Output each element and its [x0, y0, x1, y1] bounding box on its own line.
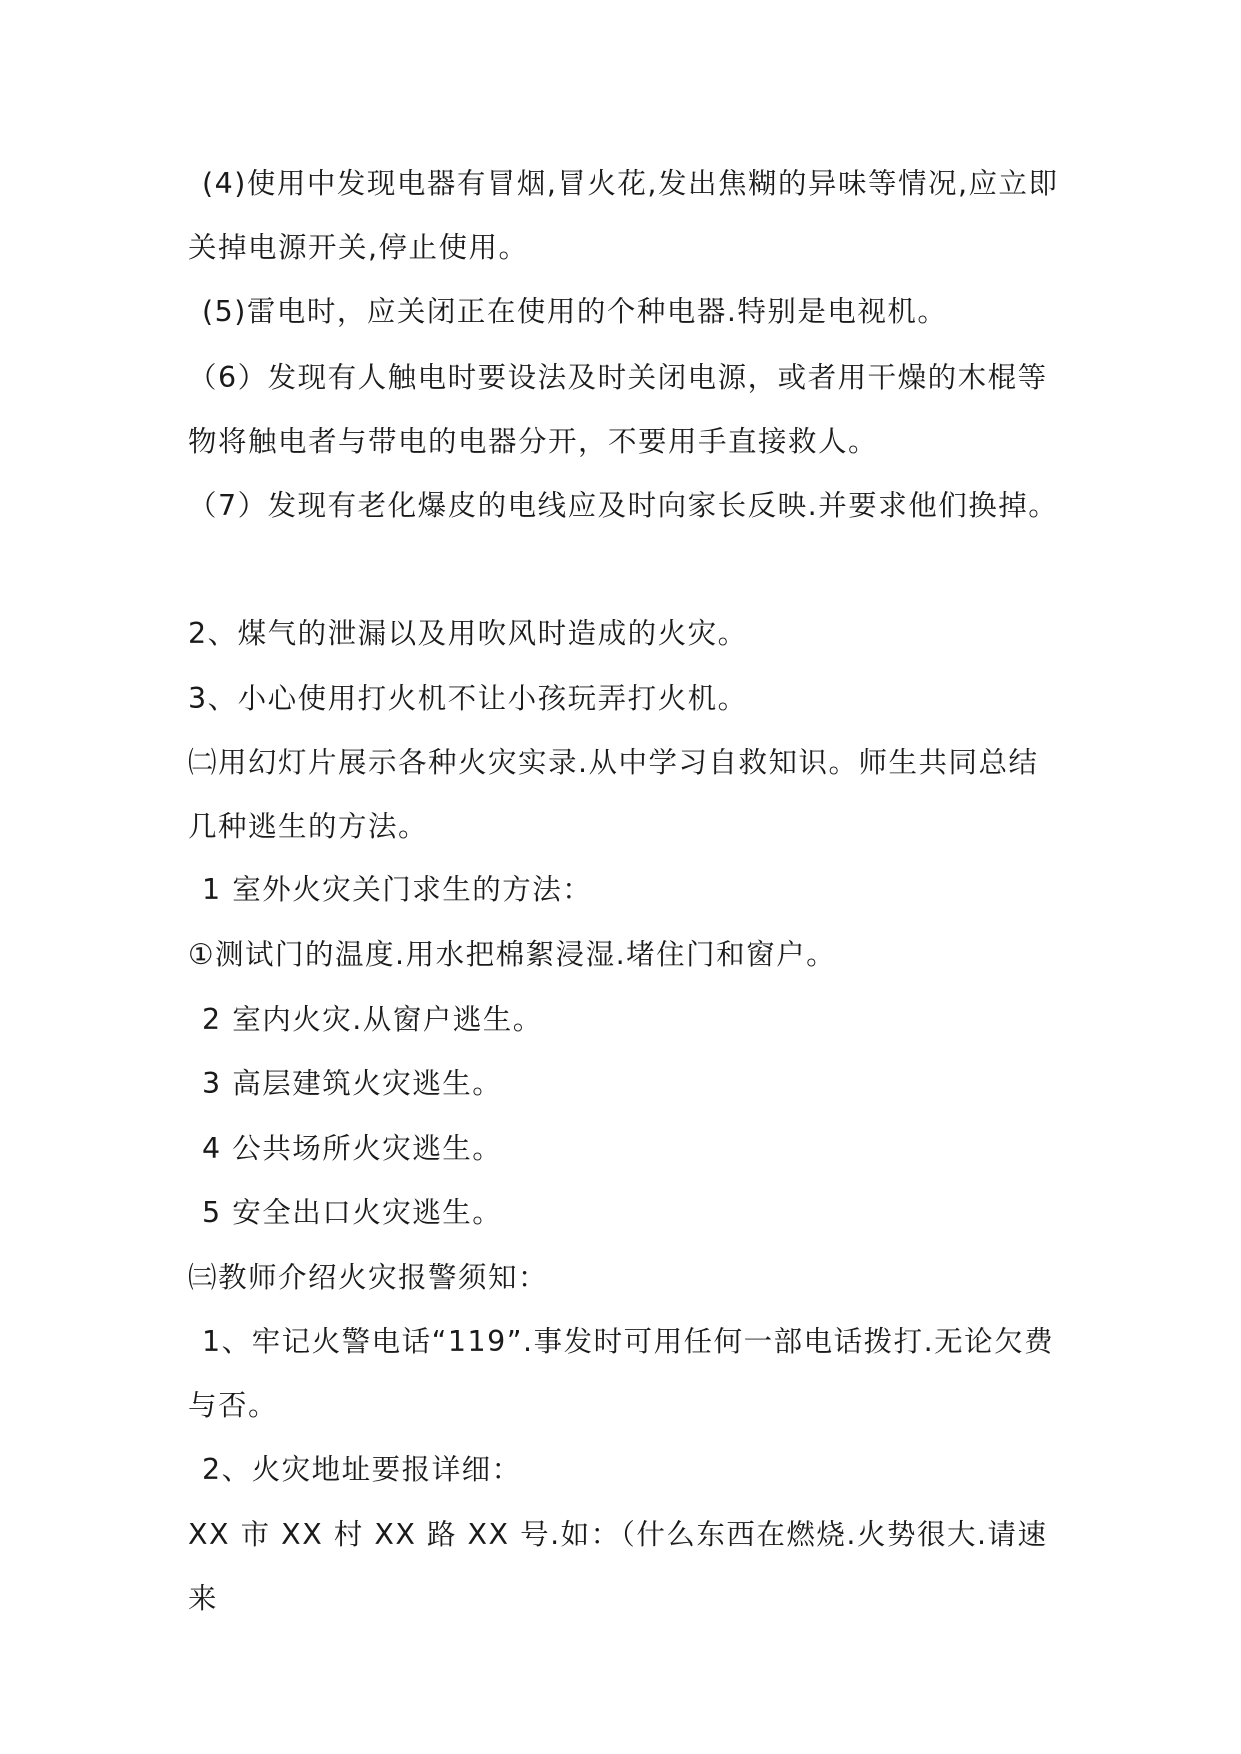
paragraph-lighter: 3、小心使用打火机不让小孩玩弄打火机。	[188, 682, 748, 715]
paragraph-item-4: (4)使用中发现电器有冒烟,冒火花,发出焦糊的异味等情况,应立即关掉电源开关,停止使用。	[188, 167, 1059, 264]
paragraph-report-2: 2、火灾地址要报详细：	[202, 1453, 522, 1486]
paragraph-report-1: 1、牢记火警电话“119”.事发时可用任何一部电话拨打.无论欠费与否。	[188, 1325, 1055, 1422]
paragraph-section-two: ㈡用幻灯片展示各种火灾实录.从中学习自救知识。师生共同总结几种逃生的方法。	[188, 746, 1039, 843]
paragraph-escape-3: 3 高层建筑火灾逃生。	[202, 1067, 503, 1100]
paragraph-escape-1-detail: ①测试门的温度.用水把棉絮浸湿.堵住门和窗户。	[188, 938, 837, 971]
paragraph-item-5: (5)雷电时，应关闭正在使用的个种电器.特别是电视机。	[202, 295, 948, 328]
paragraph-escape-1: 1 室外火灾关门求生的方法：	[202, 873, 593, 906]
paragraph-item-6: （6）发现有人触电时要设法及时关闭电源，或者用干燥的木棍等物将触电者与带电的电器分开，不要用手直接救人。	[188, 361, 1048, 458]
paragraph-section-three: ㈢教师介绍火灾报警须知：	[188, 1261, 549, 1294]
paragraph-address: XX 市 XX 村 XX 路 XX 号.如：（什么东西在燃烧.火势很大.请速来	[188, 1518, 1048, 1615]
paragraph-gas-leak: 2、煤气的泄漏以及用吹风时造成的火灾。	[188, 617, 748, 650]
paragraph-escape-2: 2 室内火灾.从窗户逃生。	[202, 1003, 543, 1036]
paragraph-escape-5: 5 安全出口火灾逃生。	[202, 1196, 503, 1229]
paragraph-escape-4: 4 公共场所火灾逃生。	[202, 1132, 503, 1165]
paragraph-item-7: （7）发现有老化爆皮的电线应及时向家长反映.并要求他们换掉。	[188, 489, 1059, 522]
